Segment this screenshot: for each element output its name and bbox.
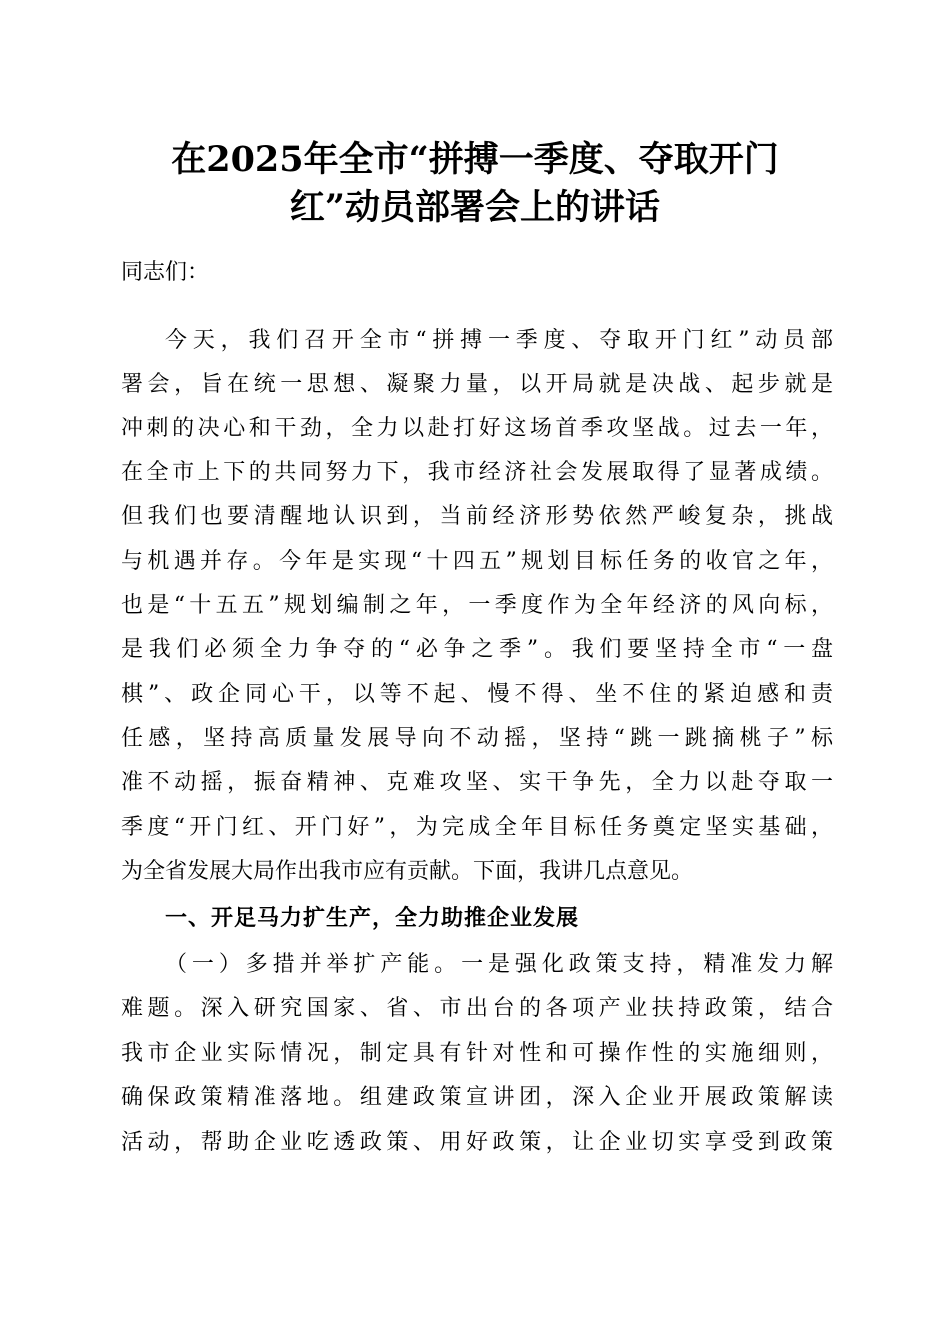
- paragraph-line: 署会，旨在统一思想、凝聚力量，以开局就是决战、起步就是: [121, 372, 833, 397]
- paragraph-line: 冲刺的决心和干劲，全力以赴打好这场首季攻坚战。过去一年，: [121, 416, 833, 441]
- paragraph-line: 与机遇并存。今年是实现“十四五”规划目标任务的收官之年，: [121, 549, 833, 574]
- paragraph-line: 活动，帮助企业吃透政策、用好政策，让企业切实享受到政策: [121, 1130, 833, 1155]
- paragraph-line: 在全市上下的共同努力下，我市经济社会发展取得了显著成绩。: [121, 460, 833, 485]
- paragraph-line: 我市企业实际情况，制定具有针对性和可操作性的实施细则，: [121, 1041, 833, 1066]
- paragraph-line: 确保政策精准落地。组建政策宣讲团，深入企业开展政策解读: [121, 1085, 833, 1110]
- paragraph-line: 任感，坚持高质量发展导向不动摇，坚持“跳一跳摘桃子”标: [121, 726, 833, 751]
- paragraph-line: 也是“十五五”规划编制之年，一季度作为全年经济的风向标，: [121, 593, 833, 618]
- paragraph-line: 季度“开门红、开门好”，为完成全年目标任务奠定坚实基础，: [121, 815, 833, 840]
- salutation: 同志们：: [121, 260, 210, 285]
- paragraph-line: 是我们必须全力争夺的“必争之季”。我们要坚持全市“一盘: [121, 637, 833, 662]
- paragraph-line: 棋”、政企同心干，以等不起、慢不得、坐不住的紧迫感和责: [121, 682, 833, 707]
- section-heading: 一、开足马力扩生产，全力助推企业发展: [165, 906, 580, 931]
- paragraph-line: 为全省发展大局作出我市应有贡献。下面，我讲几点意见。: [121, 859, 694, 884]
- paragraph-line: 今天，我们召开全市“拼搏一季度、夺取开门红”动员部: [165, 328, 833, 353]
- paragraph-line: 准不动摇，振奋精神、克难攻坚、实干争先，全力以赴夺取一: [121, 770, 833, 795]
- document-title-line-2: 红”动员部署会上的讲话: [289, 187, 661, 228]
- paragraph-line: 但我们也要清醒地认识到，当前经济形势依然严峻复杂，挑战: [121, 504, 833, 529]
- document-title-line-1: 在2025年全市“拼搏一季度、夺取开门: [171, 139, 779, 180]
- paragraph-line: （一）多措并举扩产能。一是强化政策支持，精准发力解: [165, 952, 833, 977]
- paragraph-line: 难题。深入研究国家、省、市出台的各项产业扶持政策，结合: [121, 996, 833, 1021]
